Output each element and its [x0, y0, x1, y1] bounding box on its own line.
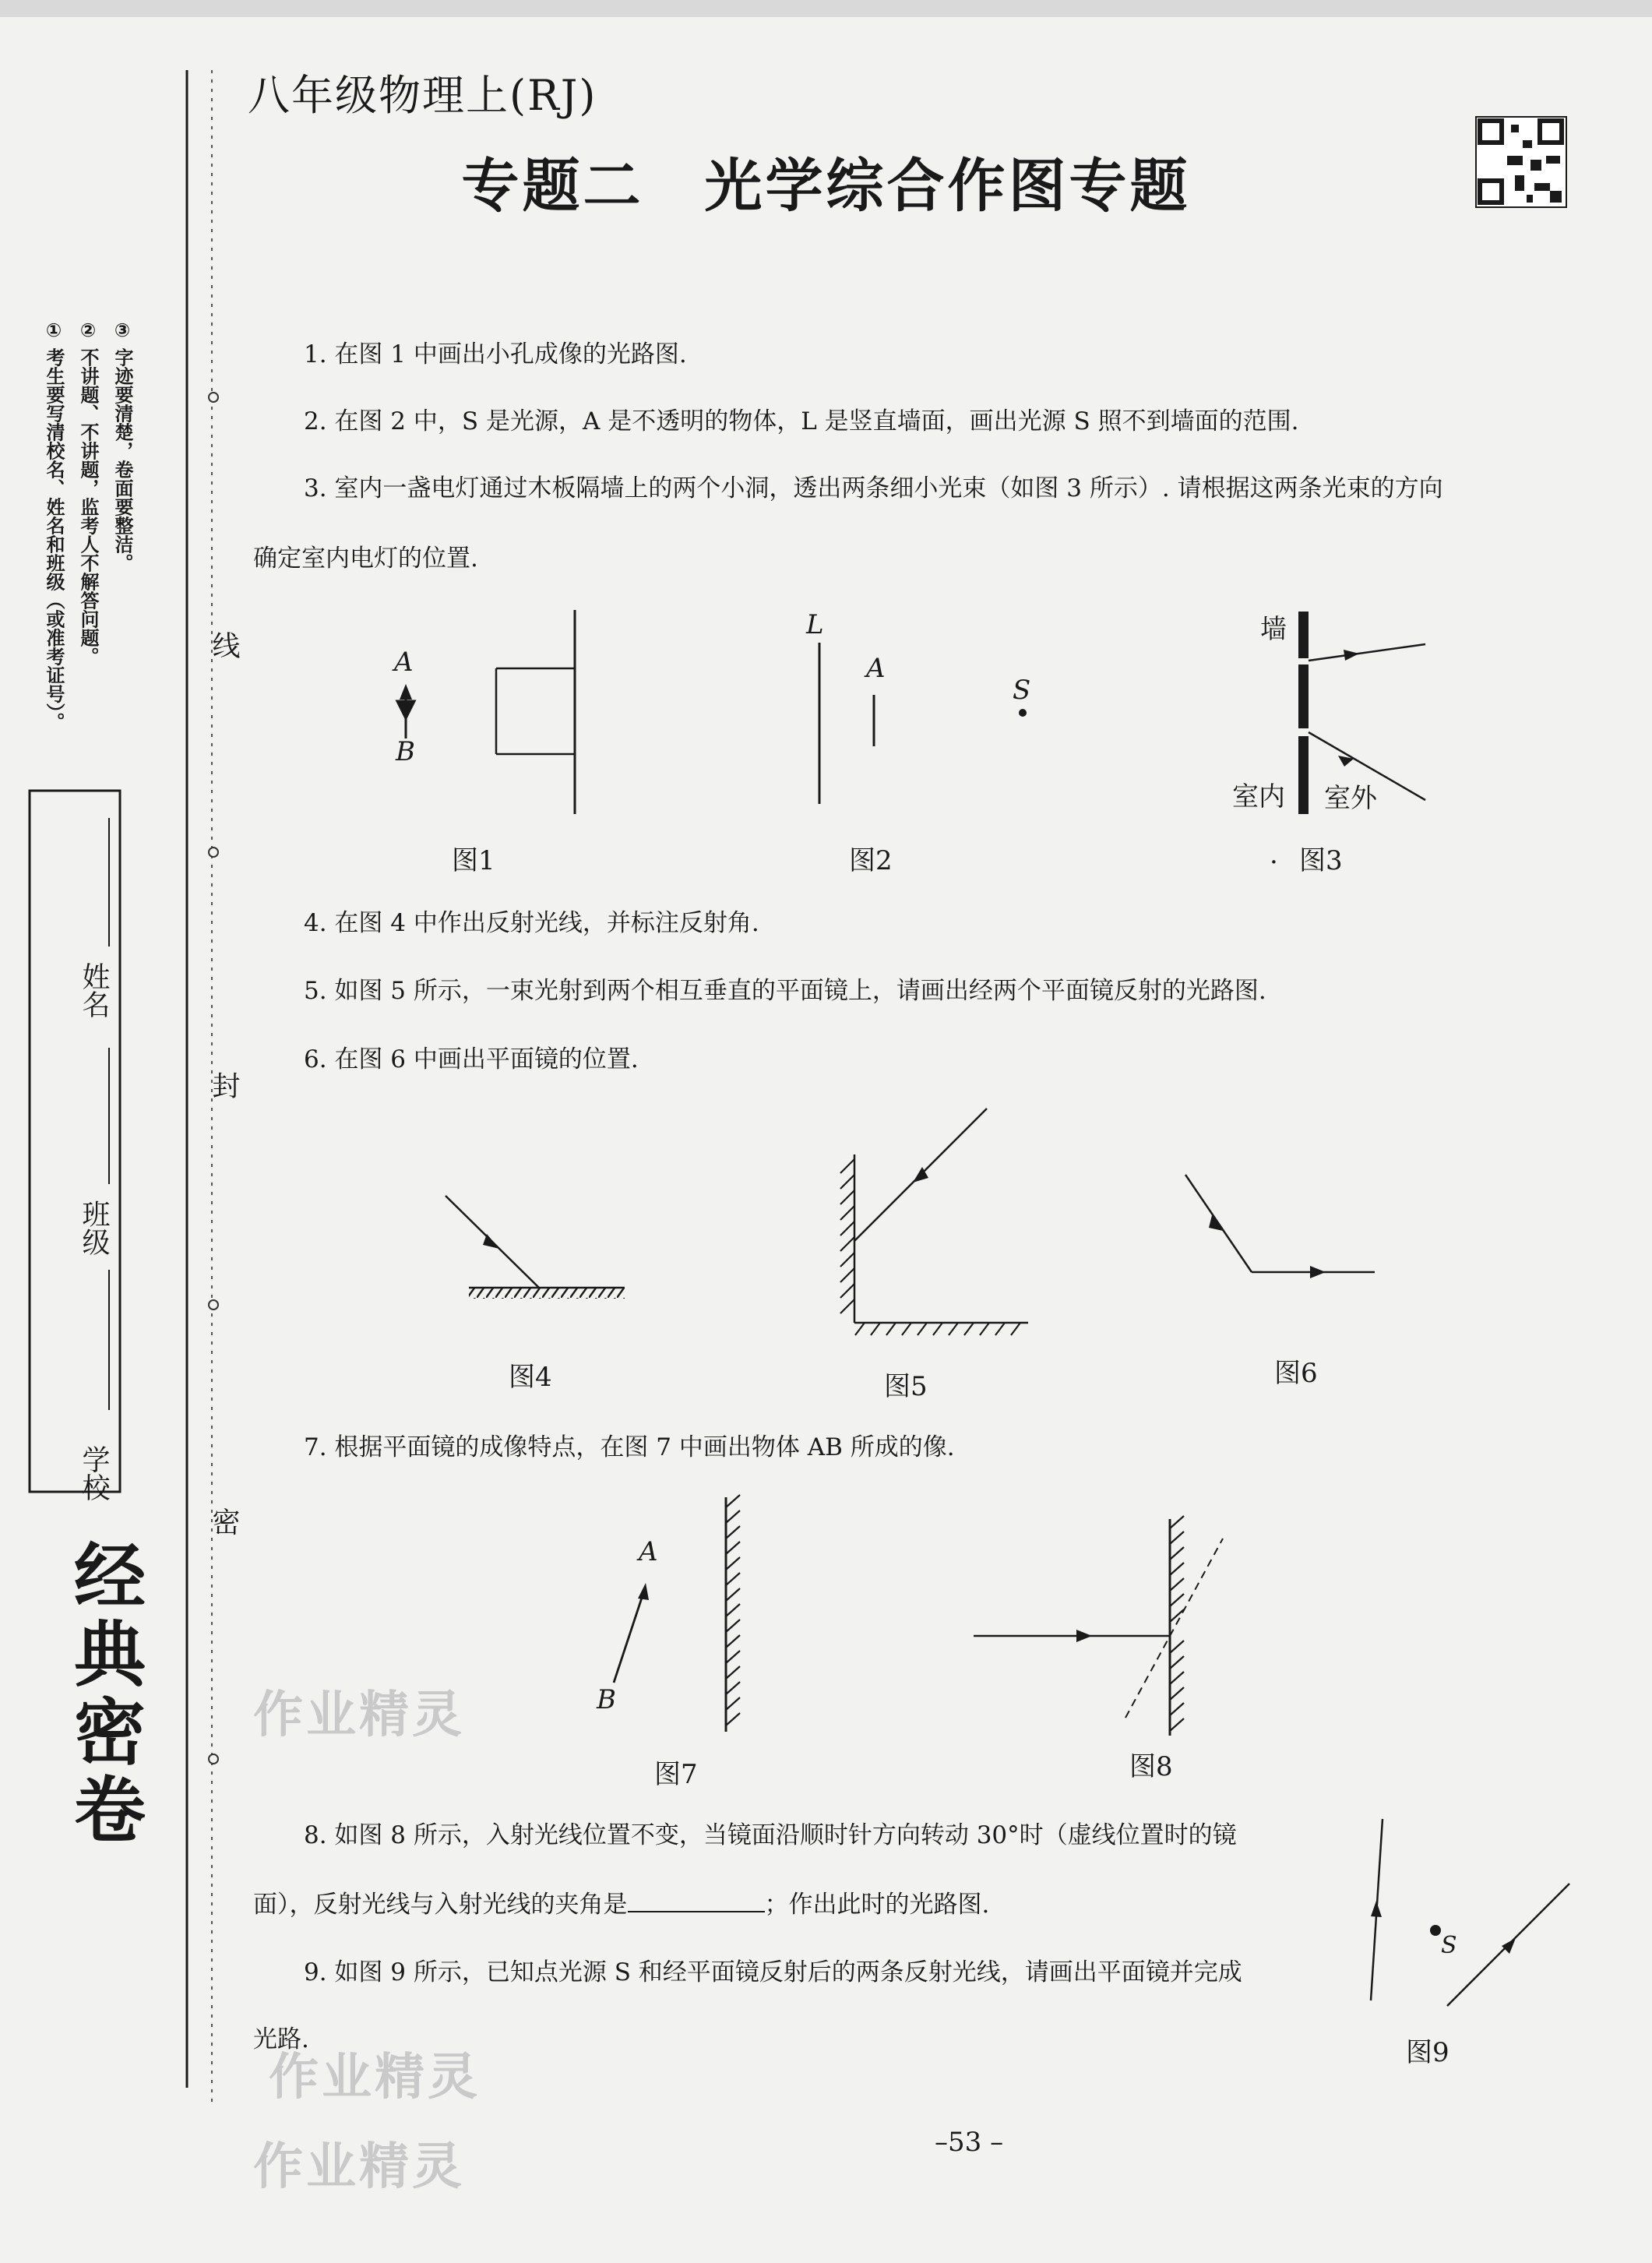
series-label: 八年级物理上(RJ)	[248, 71, 597, 120]
fig6-caption: 图6	[1274, 1358, 1318, 1389]
figure-1-drawing	[400, 610, 575, 814]
fig7-label-a: A	[639, 1536, 658, 1567]
brand-logo-text: 经典密卷	[62, 1539, 146, 1850]
exam-note-1: ① 考生要写清校名、姓名和班级（或准考证号）。	[43, 319, 65, 731]
field-name-label: 姓名	[78, 962, 110, 1018]
page-title: 专题二 光学综合作图专题	[461, 153, 1191, 220]
watermark-3: 作业精灵	[253, 2138, 465, 2196]
fig9-label-s: S	[1441, 1932, 1457, 1959]
fig3-caption: 图3	[1299, 845, 1343, 876]
fig1-label-b: B	[396, 736, 415, 767]
fig3-label-wall: 墙	[1260, 614, 1287, 645]
fig7-caption: 图7	[654, 1759, 698, 1790]
question-3-line-2: 确定室内电灯的位置.	[253, 545, 478, 573]
fig7-label-b: B	[597, 1684, 616, 1715]
question-8-line-1: 8. 如图 8 所示，入射光线位置不变，当镜面沿顺时针方向转动 30°时（虚线位置时的镜	[304, 1821, 1237, 1849]
watermark-1: 作业精灵	[253, 1687, 465, 1744]
fig2-caption: 图2	[849, 845, 893, 876]
fig4-caption: 图4	[509, 1362, 552, 1393]
fig2-label-a: A	[866, 653, 886, 684]
student-info-box	[30, 791, 120, 1492]
figure-5-drawing	[840, 1109, 1028, 1335]
question-8-answer-blank[interactable]	[628, 1889, 765, 1912]
question-8-text-a: 面），反射光线与入射光线的夹角是	[253, 1891, 628, 1919]
question-1: 1. 在图 1 中画出小孔成像的光路图.	[304, 340, 687, 368]
binding-mark-feng: 封	[208, 1071, 240, 1099]
fig8-caption: 图8	[1129, 1751, 1173, 1782]
fig3-dot: .	[1270, 839, 1278, 870]
field-class-label: 班级	[78, 1200, 110, 1256]
question-9-line-1: 9. 如图 9 所示，已知点光源 S 和经平面镜反射后的两条反射光线，请画出平面镜并完成	[304, 1958, 1242, 1986]
question-3-line-1: 3. 室内一盏电灯通过木板隔墙上的两个小洞，透出两条细小光束（如图 3 所示）. 请根据这两条光束的方向	[304, 474, 1443, 502]
figure-4-drawing	[446, 1196, 625, 1299]
figure-9-drawing	[1371, 1819, 1569, 2006]
question-9-line-2: 光路.	[253, 2025, 309, 2053]
exam-note-2: ② 不讲题、不讲题，监考人不解答问题。	[77, 319, 99, 666]
figure-8-drawing	[974, 1516, 1223, 1736]
binding-mark-mi: 密	[208, 1507, 240, 1535]
fig3-label-outside: 室外	[1324, 783, 1377, 814]
exam-note-3: ③ 字迹要清楚，卷面要整洁。	[111, 319, 133, 573]
question-5: 5. 如图 5 所示，一束光射到两个相互垂直的平面镜上，请画出经两个平面镜反射的光路图.	[304, 977, 1266, 1005]
question-8-text-b: ；作出此时的光路图.	[764, 1891, 990, 1919]
field-school-label: 学校	[78, 1445, 110, 1501]
fig1-caption: 图1	[452, 845, 495, 876]
figure-6-drawing	[1185, 1175, 1375, 1278]
fig9-caption: 图9	[1406, 2037, 1449, 2068]
question-7: 7. 根据平面镜的成像特点，在图 7 中画出物体 AB 所成的像.	[304, 1433, 955, 1461]
question-6: 6. 在图 6 中画出平面镜的位置.	[304, 1045, 639, 1073]
fig3-label-inside: 室内	[1232, 781, 1285, 812]
fig1-label-a: A	[394, 647, 414, 678]
fig2-label-l: L	[806, 609, 824, 640]
question-2: 2. 在图 2 中，S 是光源，A 是不透明的物体，L 是竖直墙面，画出光源 S 照不到墙面的范围.	[304, 407, 1299, 435]
fig2-label-s: S	[1013, 675, 1031, 706]
watermark-2: 作业精灵	[269, 2049, 481, 2106]
figure-2-drawing	[819, 643, 1027, 804]
question-4: 4. 在图 4 中作出反射光线，并标注反射角.	[304, 909, 759, 937]
binding-mark-xian: 线	[208, 631, 240, 659]
question-8-line-2	[253, 1889, 989, 1920]
page-number: –53 –	[935, 2127, 1004, 2158]
fig5-caption: 图5	[884, 1371, 928, 1402]
figure-7-drawing	[614, 1495, 740, 1732]
